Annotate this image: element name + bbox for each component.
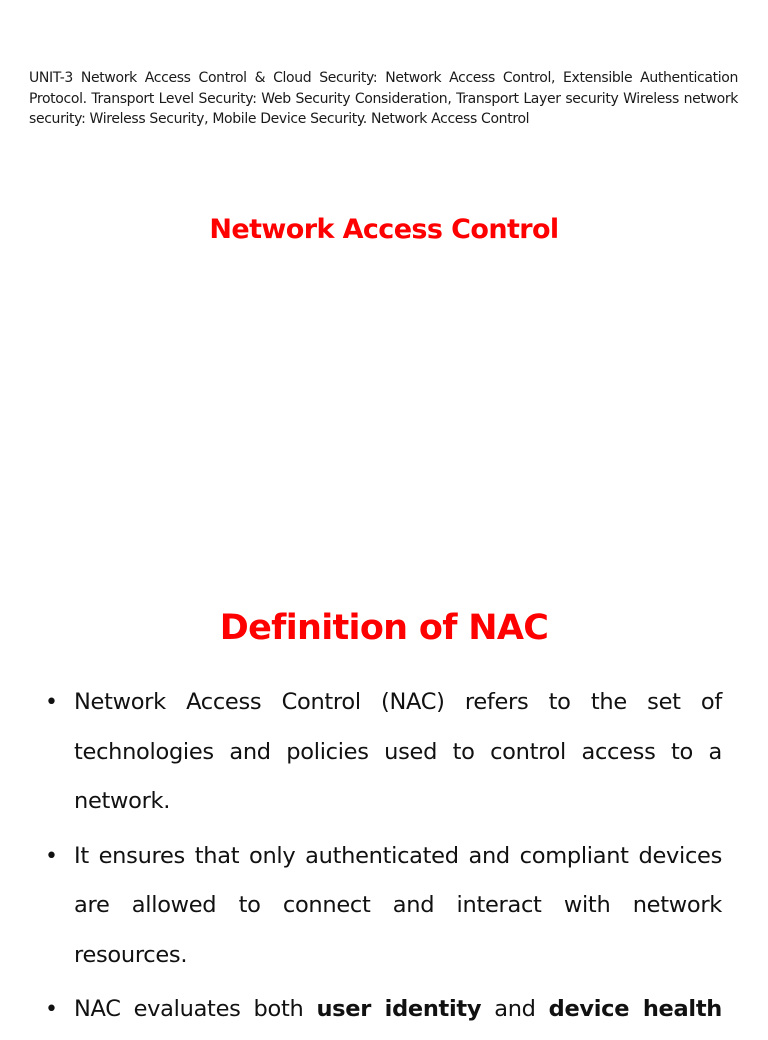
bullet-item <box>74 678 722 827</box>
section-subtitle: Network Access Control <box>209 214 559 245</box>
bullet-bold-user-identity: user identity <box>316 996 482 1022</box>
bullet-text-prefix: NAC evaluates both <box>74 996 317 1022</box>
bullet-text-middle: and <box>481 996 549 1022</box>
bullet-item <box>74 985 722 1035</box>
bullet-bold-device-health: device health <box>548 996 722 1022</box>
slide-heading: Definition of NAC <box>219 608 549 648</box>
bullet-text: Network Access Control (NAC) refers to the set of technologies and policies used to control access to a network. <box>74 689 722 814</box>
bullet-item <box>74 832 722 981</box>
bullet-text: It ensures that only authenticated and compliant devices are allowed to connect and interact with network resources. <box>74 842 722 968</box>
unit-syllabus-text: UNIT-3 Network Access Control & Cloud Security: Network Access Control, Extensible Authentication Protocol. Transport Level Security: Web Security Consideration, Transport Layer security Wireless network security: Wireless Security, Mobile Device Security. Network Access Control <box>29 70 738 127</box>
definition-bullet-list <box>74 678 722 1040</box>
